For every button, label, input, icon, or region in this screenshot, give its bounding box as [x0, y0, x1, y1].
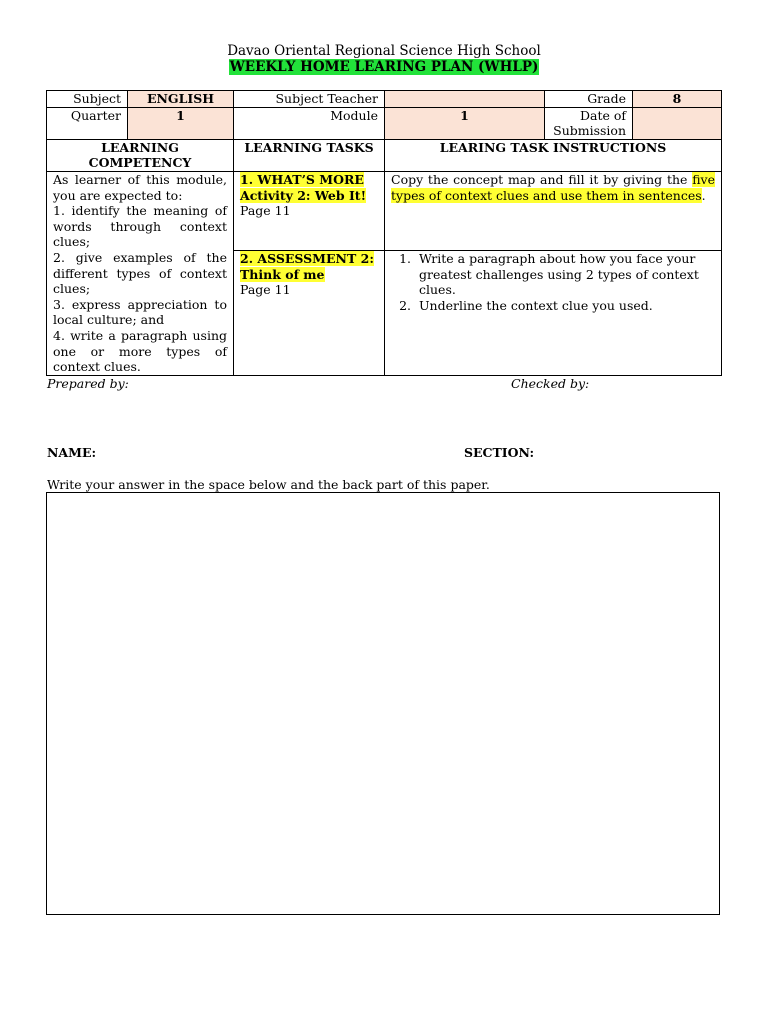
task-2-instruction-item-1: 1. Write a paragraph about how you face your greatest challenges using 2 types of context clues.: [415, 251, 715, 298]
quarter-label: Quarter: [47, 107, 128, 139]
module-value: 1: [385, 107, 545, 139]
subject-row: [47, 91, 722, 108]
column-header-row: [47, 139, 722, 171]
task-1-instruction-highlight: five types of context clues and use them in sentences: [391, 171, 715, 203]
date-value: [633, 107, 722, 139]
quarter-row: [47, 107, 722, 139]
task-1-instruction: [385, 171, 722, 250]
date-label-line1: Date of: [579, 107, 626, 123]
date-label: [545, 107, 633, 139]
task-1-cell: [234, 171, 385, 250]
teacher-value: [385, 91, 545, 108]
task-2-instruction-item-2: 2. Underline the context clue you used.: [415, 298, 715, 314]
grade-label: Grade: [545, 91, 633, 108]
task-2-instruction-list: [391, 251, 715, 313]
school-name: Davao Oriental Regional Science High School: [227, 43, 541, 59]
name-label: NAME:: [47, 445, 97, 460]
tasks-header: LEARNING TASKS: [234, 139, 385, 171]
instructions-header: LEARING TASK INSTRUCTIONS: [385, 139, 722, 171]
task-1-title-line1: 1. WHAT’S MORE: [240, 171, 364, 187]
task-2-page: Page 11: [240, 282, 291, 298]
plan-title-text: WEEKLY HOME LEARING PLAN (WHLP): [229, 59, 539, 75]
task-2-cell: [234, 250, 385, 375]
grade-value: 8: [633, 91, 722, 108]
date-label-line2: Submission: [553, 123, 626, 139]
teacher-label: Subject Teacher: [234, 91, 385, 108]
task-2-title-line2: Think of me: [240, 266, 325, 282]
subject-value: ENGLISH: [128, 91, 234, 108]
module-label: Module: [234, 107, 385, 139]
answer-instruction: Write your answer in the space below and the back part of this paper.: [47, 477, 490, 492]
whlp-table: [46, 90, 722, 376]
task-2-title-line1: 2. ASSESSMENT 2:: [240, 250, 374, 266]
prepared-by-label: Prepared by:: [47, 376, 129, 391]
quarter-value: 1: [128, 107, 234, 139]
competency-item-4: 4. write a paragraph using one or more types of context clues.: [53, 327, 227, 375]
competency-cell: [47, 171, 234, 375]
task-1-title-line2: Activity 2: Web It!: [240, 187, 367, 203]
task-row-1: [47, 171, 722, 250]
task-1-instruction-end: .: [701, 187, 706, 203]
task-1-page: Page 11: [240, 203, 291, 219]
plan-title: [0, 59, 768, 75]
competency-item-1: 1. identify the meaning of words through context clues;: [53, 203, 227, 250]
section-label: SECTION:: [464, 445, 535, 460]
subject-label: Subject: [47, 91, 128, 108]
answer-box[interactable]: [46, 492, 720, 915]
competency-intro: As learner of this module, you are expected to:: [53, 171, 227, 203]
competency-item-2: 2. give examples of the different types of context clues;: [53, 249, 227, 297]
task-1-instruction-text: Copy the concept map and fill it by giving the: [391, 171, 693, 187]
competency-item-3: 3. express appreciation to local culture; and: [53, 296, 227, 328]
competency-header: LEARNING COMPETENCY: [47, 139, 234, 171]
checked-by-label: Checked by:: [511, 376, 590, 391]
task-2-instruction: [385, 250, 722, 375]
